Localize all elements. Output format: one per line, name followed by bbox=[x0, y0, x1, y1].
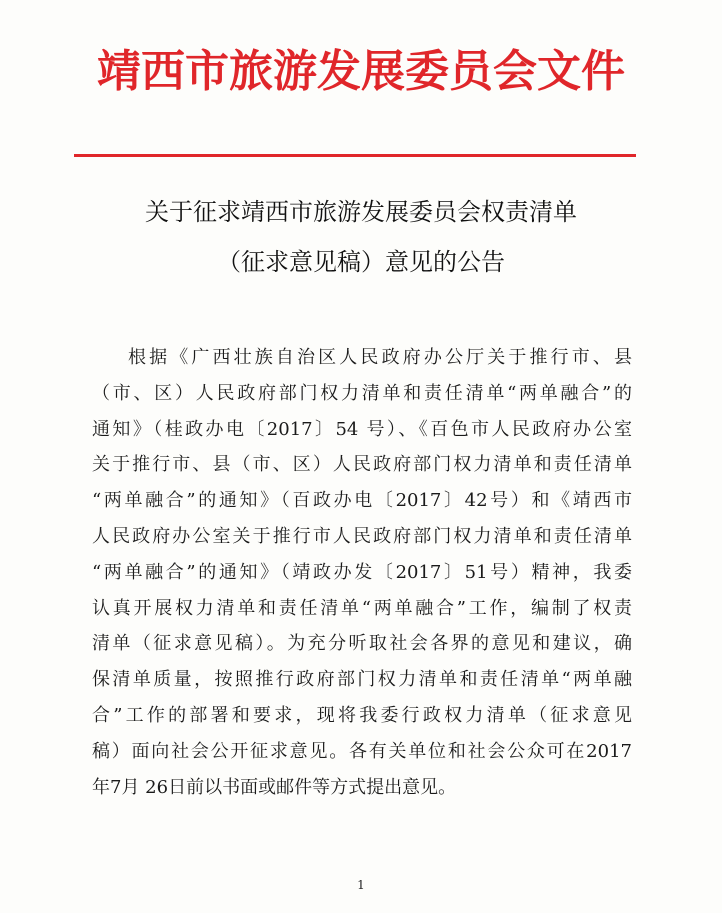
body-line: 人民政府办公室关于推行市人民政府部门权力清单和责任清单 bbox=[92, 525, 632, 547]
body-line: 年7月 26日前以书面或邮件等方式提出意见。 bbox=[92, 776, 457, 798]
body-line: 稿）面向社会公开征求意见。各有关单位和社会公众可在2017 bbox=[92, 740, 632, 762]
body-line: 认真开展权力清单和责任清单“两单融合”工作，编制了权责 bbox=[92, 597, 632, 619]
body-line: 通知》（桂政办电〔2017〕54 号）、《百色市人民政府办公室 bbox=[92, 418, 632, 440]
header-title: 靖西市旅游发展委员会文件 bbox=[97, 46, 625, 97]
document-title-line-1: 关于征求靖西市旅游发展委员会权责清单 bbox=[145, 198, 577, 226]
body-line: 清单（征求意见稿）。为充分听取社会各界的意见和建议，确 bbox=[92, 633, 632, 655]
body-line: 合”工作的部署和要求，现将我委行政权力清单（征求意见 bbox=[92, 704, 632, 726]
body-line: （市、区）人民政府部门权力清单和责任清单“两单融合”的 bbox=[92, 382, 632, 404]
body-line: “两单融合”的通知》（靖政办发〔2017〕51号）精神，我委 bbox=[92, 561, 632, 583]
body-line: “两单融合”的通知》（百政办电〔2017〕42号）和《靖西市 bbox=[92, 490, 632, 512]
body-paragraph bbox=[92, 340, 632, 805]
document-title-line-2: （征求意见稿）意见的公告 bbox=[217, 248, 505, 276]
body-line: 根据《广西壮族自治区人民政府办公厅关于推行市、县 bbox=[128, 347, 632, 368]
body-line: 关于推行市、县（市、区）人民政府部门权力清单和责任清单 bbox=[92, 454, 632, 476]
page-number: 1 bbox=[357, 878, 365, 892]
body-line: 保清单质量，按照推行政府部门权力清单和责任清单“两单融 bbox=[92, 669, 632, 691]
red-divider-rule bbox=[74, 154, 636, 157]
